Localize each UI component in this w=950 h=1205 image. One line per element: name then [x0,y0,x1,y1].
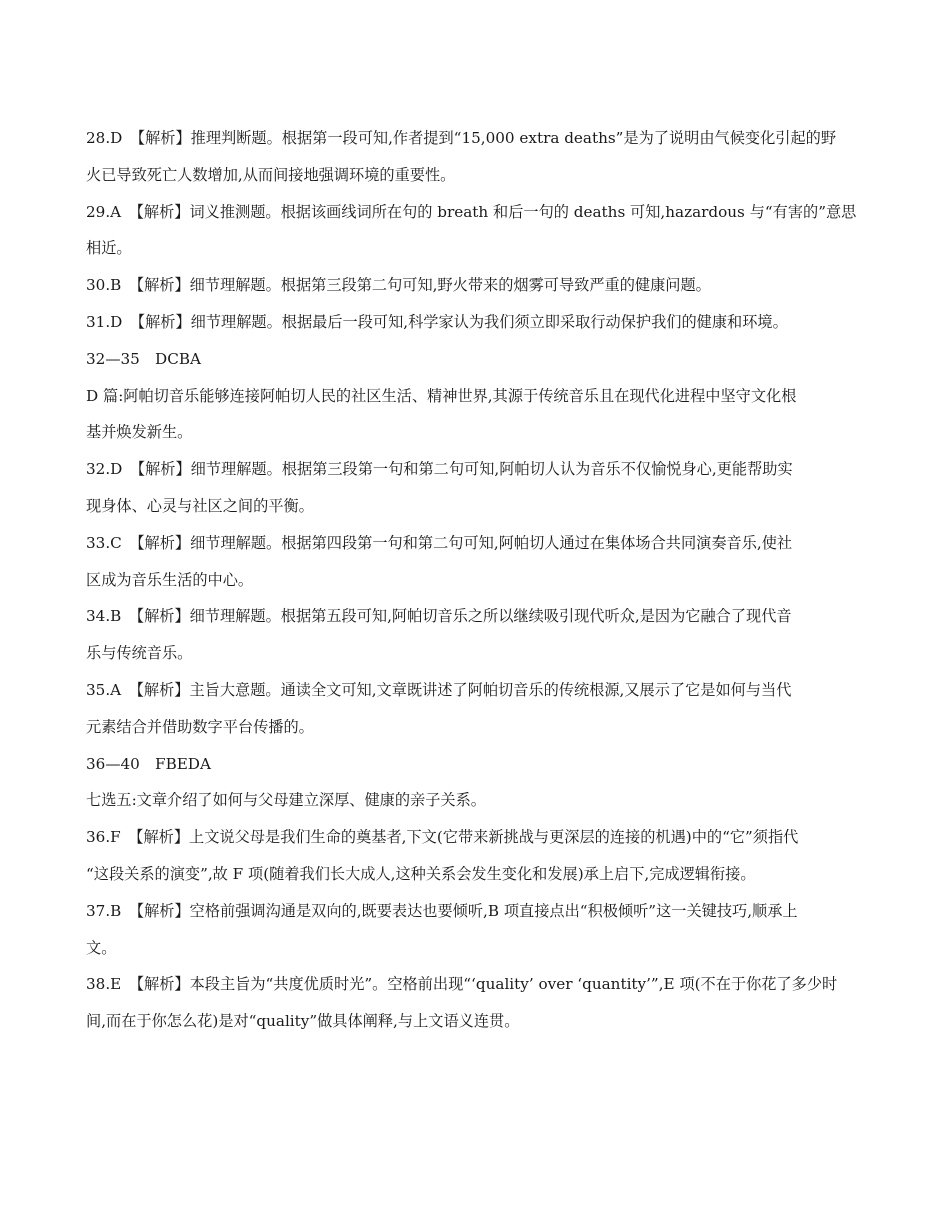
text-line: 火已导致死亡人数增加,从而间接地强调环境的重要性。 [86,165,456,184]
text-line: “这段关系的演变”,故 F 项(随着我们长大成人,这种关系会发生变化和发展)承上启下,完成逻辑衔接。 [86,864,756,883]
answer-key-line: 32—35 DCBA [86,349,201,368]
text-line: 29.A 【解析】词义推测题。根据该画线词所在句的 breath 和后一句的 deaths 可知,hazardous 与“有害的”意思 [86,202,857,221]
text-line: 33.C 【解析】细节理解题。根据第四段第一句和第二句可知,阿帕切人通过在集体场合共同演奏音乐,使社 [86,533,793,552]
text-line: 34.B 【解析】细节理解题。根据第五段可知,阿帕切音乐之所以继续吸引现代听众,是因为它融合了现代音 [86,607,792,626]
answer-key-line: 36—40 FBEDA [86,754,211,773]
text-line: 基并焕发新生。 [86,423,193,442]
text-line: 乐与传统音乐。 [86,644,193,663]
text-line: 七选五:文章介绍了如何与父母建立深厚、健康的亲子关系。 [86,791,486,810]
text-line: 现身体、心灵与社区之间的平衡。 [86,496,314,515]
text-line: 间,而在于你怎么花)是对“quality”做具体阐释,与上文语义连贯。 [86,1012,520,1031]
text-line: 36.F 【解析】上文说父母是我们生命的奠基者,下文(它带来新挑战与更深层的连接的机遇)中的“它”须指代 [86,828,799,847]
text-line: 30.B 【解析】细节理解题。根据第三段第二句可知,野火带来的烟雾可导致严重的健康问题。 [86,276,711,295]
text-line: D 篇:阿帕切音乐能够连接阿帕切人民的社区生活、精神世界,其源于传统音乐且在现代化进程中坚守文化根 [86,386,797,405]
text-line: 35.A 【解析】主旨大意题。通读全文可知,文章既讲述了阿帕切音乐的传统根源,又展示了它是如何与当代 [86,680,792,699]
text-line: 32.D 【解析】细节理解题。根据第三段第一句和第二句可知,阿帕切人认为音乐不仅愉悦身心,更能帮助实 [86,460,793,479]
text-line: 相近。 [86,239,132,258]
text-line: 区成为音乐生活的中心。 [86,570,254,589]
text-line: 28.D 【解析】推理判断题。根据第一段可知,作者提到“15,000 extra deaths”是为了说明由气候变化引起的野 [86,129,837,147]
text-line: 文。 [86,938,117,957]
text-line: 31.D 【解析】细节理解题。根据最后一段可知,科学家认为我们须立即采取行动保护我们的健康和环境。 [86,312,788,331]
text-line: 37.B 【解析】空格前强调沟通是双向的,既要表达也要倾听,B 项直接点出“积极倾听”这一关键技巧,顺承上 [86,901,798,920]
answer-explanations [86,120,866,1040]
text-line: 元素结合并借助数字平台传播的。 [86,717,314,736]
text-line: 38.E 【解析】本段主旨为“共度优质时光”。空格前出现“‘quality’ over ‘quantity’”,E 项(不在于你花了多少时 [86,975,838,994]
